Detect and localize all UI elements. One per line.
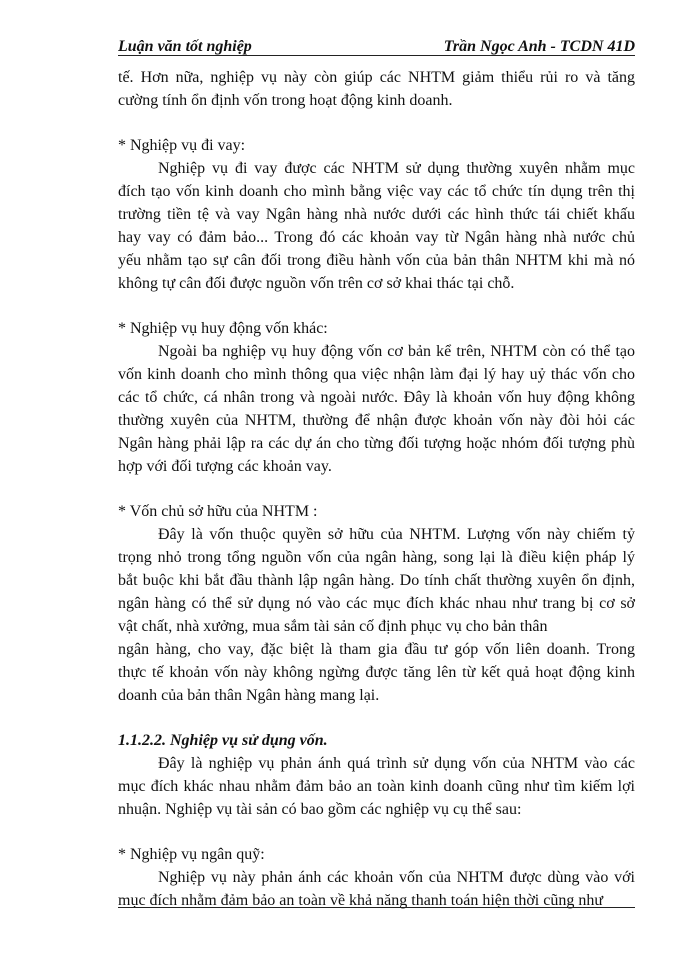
text-line: yếu nhằm tạo sự cân đối trong điều hành vốn của bản thân NHTM khi mà nó: [118, 252, 635, 269]
text-line: mục đích khác nhau nhằm đảm bảo an toàn kinh doanh cũng như tìm kiếm lợi: [118, 778, 635, 795]
text-line: hay vay có đảm bảo... Trong đó các khoản vay từ Ngân hàng nhà nước chủ: [118, 229, 635, 246]
text-line: doanh của bản thân Ngân hàng mang lại.: [118, 687, 380, 704]
section-heading: * Nghiệp vụ ngân quỹ:: [118, 846, 265, 863]
document-body: [118, 66, 635, 912]
header-divider: [118, 55, 635, 56]
text-line: vật chất, nhà xưởng, mua sắm tài sản cố định phục vụ cho bản thân: [118, 618, 548, 635]
text-line: thực tế khoản vốn này không ngừng được tăng lên từ kết quả hoạt động kinh: [118, 664, 635, 681]
paragraph-gap: [118, 707, 635, 729]
text-line: Ngân hàng phải lập ra các dự án cho từng đối tượng hoặc nhóm đối tượng phù: [118, 435, 635, 452]
text-line: Đây là nghiệp vụ phản ánh quá trình sử dụng vốn của NHTM vào các: [158, 755, 635, 772]
section-heading: * Nghiệp vụ đi vay:: [118, 137, 246, 154]
text-line: cường tính ổn định vốn trong hoạt động kinh doanh.: [118, 92, 453, 109]
text-line: vốn kinh doanh cho mình thông qua việc nhận làm đại lý hay uỷ thác vốn cho: [118, 366, 635, 383]
text-line: đích tạo vốn kinh doanh cho mình bằng việc vay các tổ chức tín dụng trên thị: [118, 183, 635, 200]
text-line: các tổ chức, cá nhân trong và ngoài nước. Đây là khoản vốn huy động không: [118, 389, 635, 406]
text-line: hợp với đối tượng các khoản vay.: [118, 458, 332, 475]
text-line: không tự cân đối được nguồn vốn trên cơ sở khai thác tại chỗ.: [118, 275, 515, 292]
page-header: [118, 38, 635, 56]
paragraph-gap: [118, 295, 635, 317]
text-line: Ngoài ba nghiệp vụ huy động vốn cơ bản kể trên, NHTM còn có thể tạo: [158, 343, 635, 360]
section-heading: * Nghiệp vụ huy động vốn khác:: [118, 320, 328, 337]
paragraph-gap: [118, 478, 635, 500]
text-line: trường tiền tệ và vay Ngân hàng nhà nước dưới các hình thức tái chiết khấu: [118, 206, 635, 223]
paragraph-gap: [118, 112, 635, 134]
text-line: thường xuyên của NHTM, thường để nhận được khoản vốn này đòi hỏi các: [118, 412, 635, 429]
header-thesis-label: Luận văn tốt nghiệp: [118, 38, 252, 55]
text-line: mục đích nhằm đảm bảo an toàn về khả năng thanh toán hiện thời cũng như: [118, 892, 604, 909]
text-line: bắt buộc khi bắt đầu thành lập ngân hàng. Do tính chất thường xuyên ổn định,: [118, 572, 635, 589]
paragraph-gap: [118, 821, 635, 843]
text-line: ngân hàng, cho vay, đặc biệt là tham gia đầu tư góp vốn liên doanh. Trong: [118, 641, 635, 658]
section-heading: * Vốn chủ sở hữu của NHTM :: [118, 503, 318, 520]
text-line: Đây là vốn thuộc quyền sở hữu của NHTM. Lượng vốn này chiếm tỷ: [158, 526, 635, 543]
text-line: Nghiệp vụ này phản ánh các khoản vốn của NHTM được dùng vào với: [158, 869, 635, 886]
text-line: nhuận. Nghiệp vụ tài sản có bao gồm các nghiệp vụ cụ thể sau:: [118, 801, 522, 818]
text-line: ngân hàng có thể sử dụng nó vào các mục đích khác nhau như trang bị cơ sở: [118, 595, 635, 612]
text-line: tế. Hơn nữa, nghiệp vụ này còn giúp các NHTM giảm thiểu rủi ro và tăng: [118, 69, 635, 86]
subsection-heading: 1.1.2.2. Nghiệp vụ sử dụng vốn.: [118, 732, 328, 749]
text-line: trọng nhỏ trong tổng nguồn vốn của ngân hàng, song lại là điều kiện pháp lý: [118, 549, 635, 566]
text-line: Nghiệp vụ đi vay được các NHTM sử dụng thường xuyên nhằm mục: [158, 160, 635, 177]
footer-divider: [118, 907, 635, 908]
header-author-class: Trần Ngọc Anh - TCDN 41D: [443, 38, 635, 55]
